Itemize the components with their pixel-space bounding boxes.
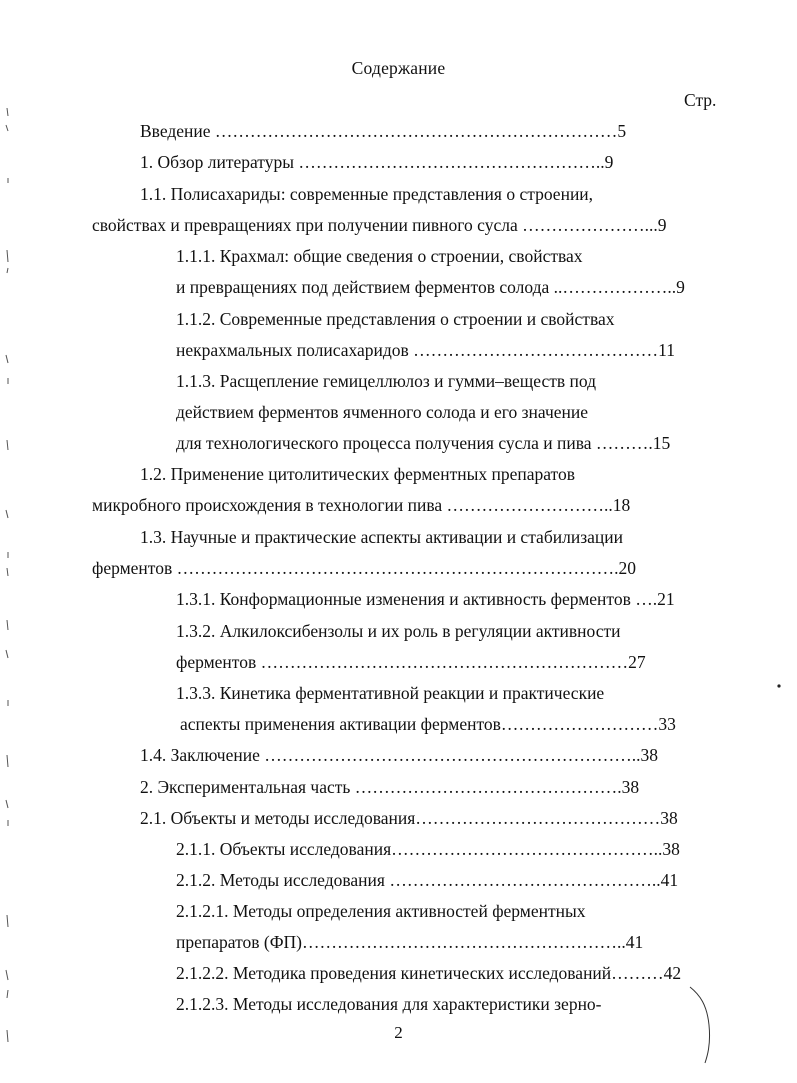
scan-margin-marks [0, 0, 20, 1083]
toc-entry: Введение ……………………………………………………………5 [140, 121, 627, 141]
toc-entry: некрахмальных полисахаридов ……………………………………11 [176, 340, 676, 360]
toc-entry: аспекты применения активации ферментов………………………33 [180, 714, 676, 734]
toc-entry: 1.1.1. Крахмал: общие сведения о строении, свойствах [176, 246, 583, 266]
toc-entry: действием ферментов ячменного солода и его значение [176, 402, 589, 422]
toc-entry: ферментов ………………………………………………………27 [176, 652, 646, 672]
toc-entry: 1.3.1. Конформационные изменения и активность ферментов ….21 [176, 589, 675, 609]
toc-entry: 1.2. Применение цитолитических ферментных препаратов [140, 464, 575, 484]
toc-entry: 1.4. Заключение ………………………………………………………..38 [140, 745, 658, 765]
page-column-label: Стр. [684, 90, 717, 110]
toc-entry: свойствах и превращениях при получении пивного сусла …………………...9 [92, 215, 667, 235]
toc-entry: 2.1.2.3. Методы исследования для характеристики зерно- [176, 994, 602, 1014]
toc-entry: 2.1.1. Объекты исследования………………………………………..38 [176, 839, 680, 859]
toc-entry: для технологического процесса получения сусла и пива ……….15 [176, 433, 671, 453]
toc-entry: 2.1.2.2. Методика проведения кинетических исследований………42 [176, 963, 682, 983]
toc-entry: 1.1.3. Расщепление гемицеллюлоз и гумми–веществ под [176, 371, 597, 391]
page-number: 2 [394, 1023, 403, 1042]
toc-entry: и превращениях под действием ферментов солода ..………………..9 [176, 277, 685, 297]
toc-entry: 2.1. Объекты и методы исследования……………………………………38 [140, 808, 678, 828]
toc-entry: препаратов (ФП)………………………………………………..41 [176, 932, 644, 952]
toc-entry: 1.3.3. Кинетика ферментативной реакции и практические [176, 683, 605, 703]
toc-entry: 2.1.2.1. Методы определения активностей ферментных [176, 901, 586, 921]
toc-entry: 1. Обзор литературы ……………………………………………..9 [140, 152, 614, 172]
toc-entry: микробного происхождения в технологии пива ………………………..18 [92, 495, 631, 515]
page-title: Содержание [351, 58, 446, 78]
toc-entry: ферментов ………………………………………………………………….20 [92, 558, 636, 578]
scan-artifact-dot [776, 683, 782, 689]
toc-entry: 1.1.2. Современные представления о строении и свойствах [176, 309, 615, 329]
toc-entry: 1.1. Полисахариды: современные представления о строении, [140, 184, 594, 204]
toc-entry: 1.3.2. Алкилоксибензолы и их роль в регуляции активности [176, 621, 621, 641]
toc-entry: 1.3. Научные и практические аспекты активации и стабилизации [140, 527, 623, 547]
toc-entry: 2.1.2. Методы исследования ………………………………………..41 [176, 870, 679, 890]
toc-entry: 2. Экспериментальная часть ……………………………………….38 [140, 777, 640, 797]
